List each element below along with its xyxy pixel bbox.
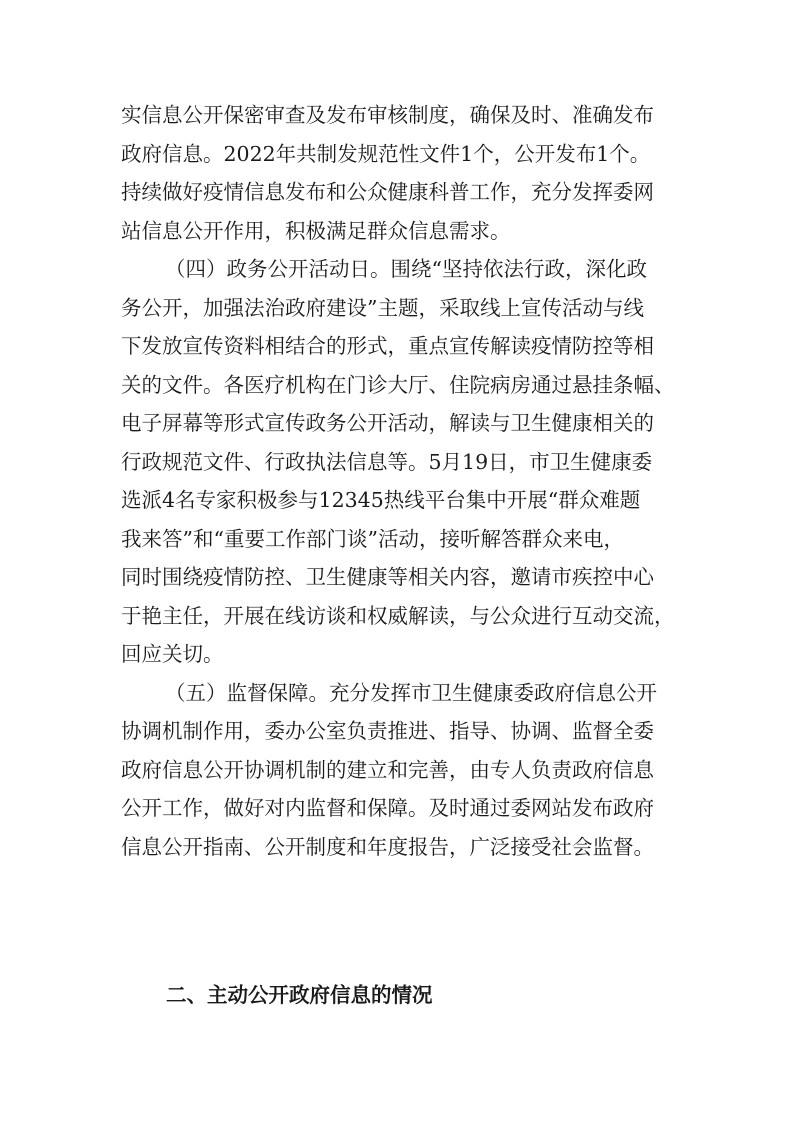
text-line: 政府信息公开协调机制的建立和完善，由专人负责政府信息 xyxy=(121,757,654,782)
text-line: （四）政务公开活动日。围绕“坚持依法行政，深化政 xyxy=(165,257,647,281)
paragraph-disclosure-mechanism xyxy=(121,96,689,250)
text-line: 公开工作，做好对内监督和保障。及时通过委网站发布政府 xyxy=(121,796,654,820)
section-heading: 二、主动公开政府信息的情况 xyxy=(166,983,433,1007)
text-line: 我来答”和“重要工作部门谈”活动，接听解答群众来电， xyxy=(121,526,624,551)
text-line: 回应关切。 xyxy=(121,642,224,666)
text-line: 持续做好疫情信息发布和公众健康科普工作，充分发挥委网 xyxy=(121,180,654,204)
text-line: 关的文件。各医疗机构在门诊大厅、住院病房通过悬挂条幅、 xyxy=(121,372,675,397)
text-line: 行政规范文件、行政执法信息等。5月19日，市卫生健康委 xyxy=(121,449,653,474)
text-line: 同时围绕疫情防控、卫生健康等相关内容，邀请市疾控中心 xyxy=(121,565,654,589)
text-line: 下发放宣传资料相结合的形式，重点宣传解读疫情防控等相 xyxy=(121,334,654,358)
text-line: 站信息公开作用，积极满足群众信息需求。 xyxy=(121,218,511,243)
text-line: 信息公开指南、公开制度和年度报告，广泛接受社会监督。 xyxy=(121,834,654,859)
paragraph-supervision xyxy=(121,674,689,867)
document-body xyxy=(121,96,689,866)
text-line: （五）监督保障。充分发挥市卫生健康委政府信息公开 xyxy=(165,680,657,705)
text-line: 电子屏幕等形式宣传政务公开活动，解读与卫生健康相关的 xyxy=(121,411,654,435)
text-line: 选派4名专家积极参与12345热线平台集中开展“群众难题 xyxy=(121,488,641,512)
paragraph-open-government-day xyxy=(121,250,689,674)
text-line: 于艳主任，开展在线访谈和权威解读，与公众进行互动交流， xyxy=(121,603,675,628)
text-line: 实信息公开保密审查及发布审核制度，确保及时、准确发布 xyxy=(121,103,654,127)
text-line: 务公开，加强法治政府建设”主题，采取线上宣传活动与线 xyxy=(121,295,644,320)
text-line: 协调机制作用，委办公室负责推进、指导、协调、监督全委 xyxy=(121,719,654,743)
text-line: 政府信息。2022年共制发规范性文件1个，公开发布1个。 xyxy=(121,141,651,166)
